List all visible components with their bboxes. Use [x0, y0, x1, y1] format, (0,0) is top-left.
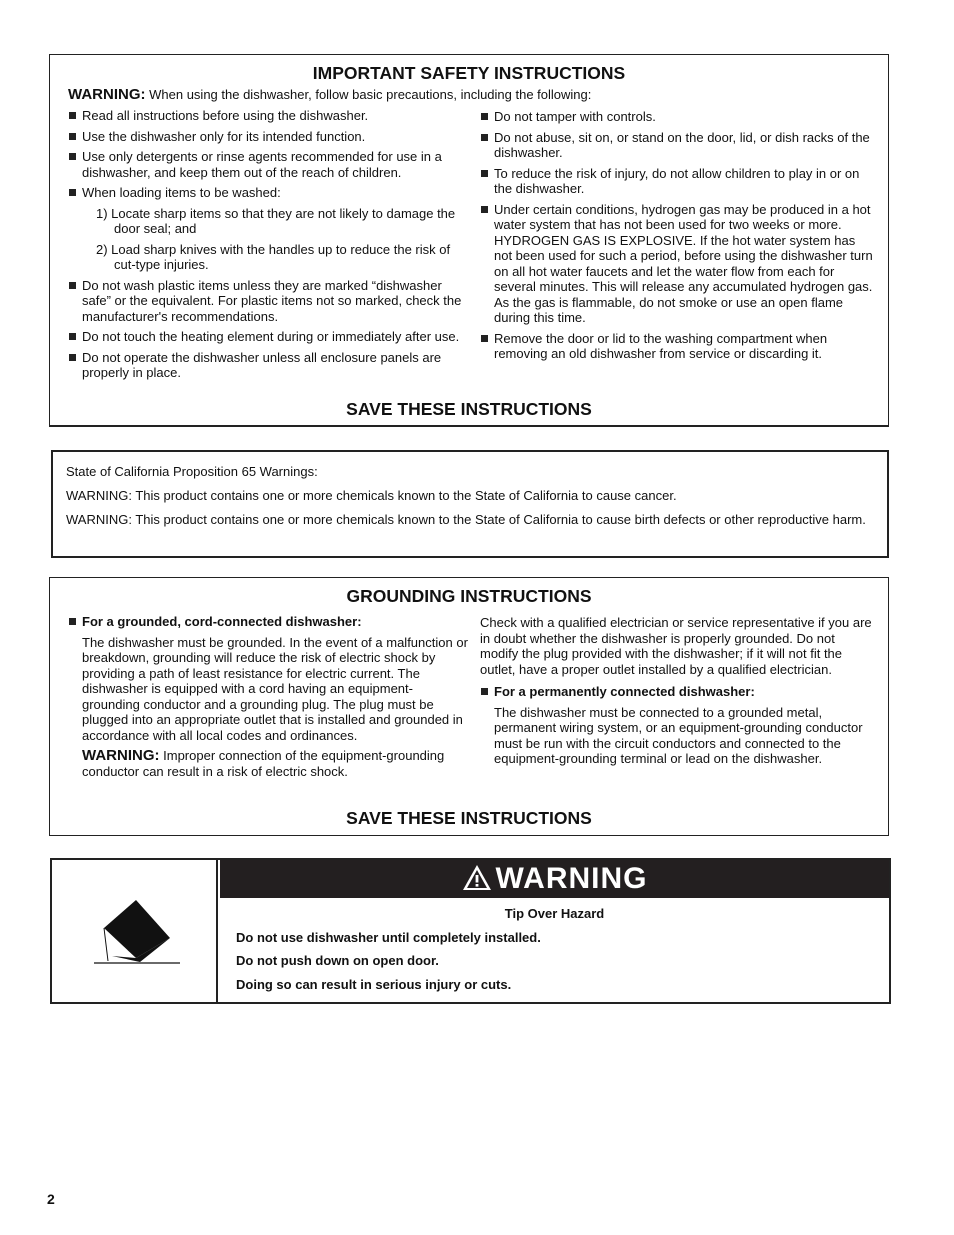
list-item: To reduce the risk of injury, do not allow children to play in or on the dishwasher. [480, 166, 875, 197]
grounding-warning-label: WARNING: [82, 747, 160, 764]
list-item: Use only detergents or rinse agents recommended for use in a dishwasher, and keep them out of the reach of children. [68, 149, 468, 180]
warning-line: Doing so can result in serious injury or cuts. [236, 977, 512, 992]
safety-warning-text: When using the dishwasher, follow basic precautions, including the following: [149, 87, 592, 102]
list-item: Remove the door or lid to the washing compartment when removing an old dishwasher from service or discarding it. [480, 331, 875, 362]
warning-line: Do not use dishwasher until completely installed. [236, 930, 541, 945]
grounding-warning-text: Improper connection of the equipment-grounding conductor can result in a risk of electric shock. [82, 748, 445, 779]
cord-connected-text: The dishwasher must be grounded. In the event of a malfunction or breakdown, grounding will reduce the risk of electric shock by providing a path of least resistance for electric current. The dishwasher is equipped with a cord having an equipment-grounding conductor and a grounding plug. The plug must be plugged into an appropriate outlet that is installed and grounded in accordance with all local codes and ordinances. [82, 634, 468, 743]
permanent-connection-text: The dishwasher must be connected to a grounded metal, permanent wiring system, or an equipment-grounding conductor must be run with the circuit conductors and connected to the equipment-grounding terminal or lead on the dishwasher. [494, 704, 863, 766]
safety-title: IMPORTANT SAFETY INSTRUCTIONS [312, 63, 626, 83]
list-item: Do not abuse, sit on, or stand on the door, lid, or dish racks of the dishwasher. [480, 130, 875, 161]
list-item: When loading items to be washed: [68, 185, 468, 201]
list-item: Read all instructions before using the dishwasher. [68, 108, 468, 124]
cord-connected-heading: For a grounded, cord-connected dishwasher: [68, 614, 470, 630]
prop65-warning-cancer: WARNING: This product contains one or more chemicals known to the State of California to cause cancer. [66, 488, 677, 503]
list-item: Do not wash plastic items unless they are marked “dishwasher safe” or the equivalent. For plastic items not so marked, check the manufacturer's recommendations. [68, 278, 468, 325]
safety-left-column [68, 108, 468, 386]
tip-over-icon-cell [52, 860, 218, 1002]
sub-list-item: 2) Load sharp knives with the handles up to reduce the risk of cut-type injuries. [96, 241, 451, 272]
grounding-instructions-box [49, 577, 889, 836]
list-item: Do not tamper with controls. [480, 109, 875, 125]
safety-warning-line [68, 86, 591, 103]
sub-list-item: 1) Locate sharp items so that they are not likely to damage the door seal; and [96, 205, 456, 236]
safety-warning-label: WARNING: [68, 86, 146, 103]
warning-line: Do not push down on open door. [236, 953, 439, 968]
warning-banner [220, 860, 889, 898]
list-item: Under certain conditions, hydrogen gas may be produced in a hot water system that has not been used for two weeks or more. HYDROGEN GAS IS EXPLOSIVE. If the hot water system has not been used for such a period, before using the dishwasher turn on all hot water faucets and let the water flow from each for several minutes. This will release any accumulated hydrogen gas. As the gas is flammable, do not smoke or use an open flame during this time. [480, 202, 875, 326]
safety-instructions-box [49, 54, 889, 427]
hazard-title: Tip Over Hazard [504, 906, 605, 921]
list-item: Do not operate the dishwasher unless all enclosure panels are properly in place. [68, 350, 468, 381]
grounding-warning [68, 748, 470, 779]
prop65-heading: State of California Proposition 65 Warnings: [66, 464, 318, 479]
permanent-connection-heading: For a permanently connected dishwasher: [480, 684, 875, 700]
tip-over-icon [52, 860, 218, 1002]
prop65-box [51, 450, 889, 558]
tip-over-warning-box [50, 858, 891, 1004]
grounding-right-column [480, 615, 875, 772]
list-item: Do not touch the heating element during or immediately after use. [68, 329, 468, 345]
grounding-left-column [68, 614, 470, 784]
safety-right-column [480, 109, 875, 367]
grounding-title: GROUNDING INSTRUCTIONS [346, 586, 592, 606]
prop65-warning-birth-defects: WARNING: This product contains one or more chemicals known to the State of California to cause birth defects or other reproductive harm. [66, 512, 866, 527]
page-number: 2 [47, 1191, 55, 1207]
list-item: Use the dishwasher only for its intended function. [68, 129, 468, 145]
warning-triangle-icon [462, 864, 492, 891]
grounding-save-instructions: SAVE THESE INSTRUCTIONS [346, 808, 592, 828]
safety-save-instructions: SAVE THESE INSTRUCTIONS [346, 399, 592, 419]
check-electrician-text: Check with a qualified electrician or service representative if you are in doubt whether the dishwasher is properly grounded. Do not modify the plug provided with the dishwasher; if it will not fit the outlet, have a proper outlet installed by a qualified electrician. [480, 615, 872, 677]
warning-banner-text: WARNING [495, 862, 648, 895]
